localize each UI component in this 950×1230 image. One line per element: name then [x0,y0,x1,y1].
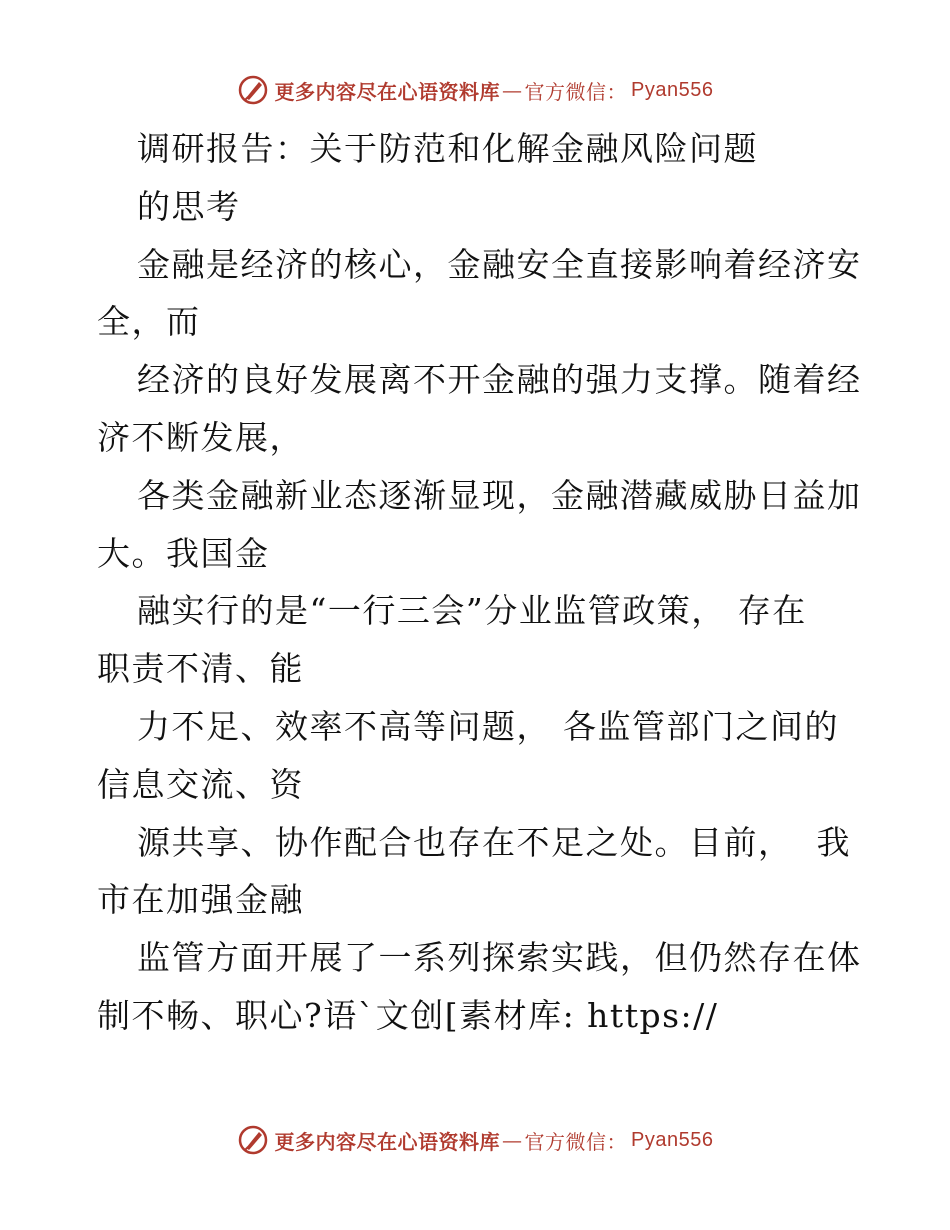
document-line: 全，而 [97,302,201,342]
banner-separator: — [502,78,523,102]
document-body [97,120,862,1045]
quill-pen-logo-icon [237,74,269,106]
banner-handle: Pyan556 [631,78,714,101]
document-line: 的思考 [137,186,241,226]
banner-label: 官方微信： [524,1129,628,1154]
footer-watermark-banner [0,1120,950,1160]
document-line: 职责不清、能 [97,649,304,689]
document-line: 源共享、协作配合也存在不足之处。目前， 我 [137,822,851,862]
banner-site-text: 更多内容尽在心语资料库 [274,79,501,104]
banner-separator: — [502,1128,523,1152]
document-line: 监管方面开展了一系列探索实践，但仍然存在体 [137,938,862,978]
document-line: 市在加强金融 [97,880,304,920]
document-line: 信息交流、资 [97,764,304,804]
document-line: 融实行的是“一行三会”分业监管政策， 存在 [137,591,807,631]
document-line: 制不畅、职心?语`文创[素材库: https:// [97,995,719,1035]
document-line: 力不足、效率不高等问题， 各监管部门之间的 [137,706,839,746]
banner-label: 官方微信： [524,79,628,104]
document-line: 金融是经济的核心，金融安全直接影响着经济安 [137,244,862,284]
document-line: 大。我国金 [97,533,270,573]
header-watermark-banner [0,70,950,110]
banner-site-text: 更多内容尽在心语资料库 [274,1129,501,1154]
document-line: 各类金融新业态逐渐显现，金融潜藏威胁日益加 [137,475,862,515]
banner-handle: Pyan556 [631,1128,714,1151]
document-line: 调研报告：关于防范和化解金融风险问题 [137,129,758,168]
document-line: 经济的良好发展离不开金融的强力支撑。随着经 [137,360,862,400]
document-line: 济不断发展， [97,417,304,457]
quill-pen-logo-icon [237,1124,269,1156]
